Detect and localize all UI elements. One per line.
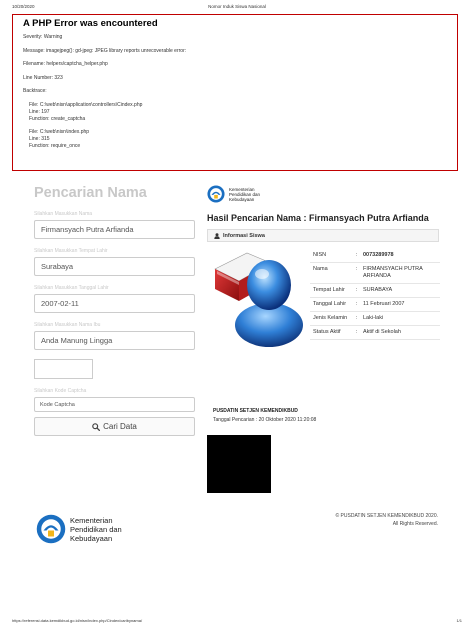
info-key: Tanggal Lahir (313, 301, 347, 307)
info-colon: : (355, 252, 358, 258)
info-value: Laki-laki (363, 315, 384, 321)
info-value: 0073289978 (363, 252, 394, 258)
birthplace-input[interactable]: Surabaya (34, 257, 195, 276)
search-icon (92, 423, 100, 431)
trace2-line: Line: 315 (29, 136, 50, 142)
trace2-file: File: C:\web\nisn\index.php (29, 129, 90, 135)
footer-logo (36, 514, 122, 544)
info-key: Jenis Kelamin (313, 315, 348, 321)
print-date: 10/20/2020 (12, 4, 35, 9)
student-avatar (209, 247, 311, 347)
info-row-tempat-lahir (310, 284, 440, 298)
info-header-label: Informasi Siswa (223, 232, 265, 239)
info-key: Nama (313, 266, 328, 272)
trace1-function: Function: create_captcha (29, 115, 86, 122)
info-colon: : (355, 329, 358, 335)
result-org: PUSDATIN SETJEN KEMENDIKBUD (213, 408, 298, 414)
user-icon (214, 233, 220, 239)
birthdate-label: Silahkan Masukkan Tanggal Lahir (34, 285, 109, 291)
birthplace-label: Silahkan Masukkan Tempat Lahir (34, 248, 108, 254)
trace1-line: Line: 197 (29, 108, 50, 115)
mother-name-label: Silahkan Masukkan Nama Ibu (34, 322, 101, 328)
trace2-function: Function: require_once (29, 143, 81, 149)
tut-wuri-handayani-logo-icon (36, 514, 66, 544)
info-row-status-aktif (310, 326, 440, 340)
footer-logo-line-1: Kementerian (70, 515, 113, 525)
captcha-input[interactable]: Kode Captcha (34, 397, 195, 412)
php-error-box (12, 14, 458, 171)
tut-wuri-handayani-logo-icon (207, 185, 225, 203)
student-avatar-icon (209, 247, 311, 347)
captcha-image (34, 359, 93, 379)
info-table (310, 249, 440, 340)
info-value: 11 Februari 2007 (363, 301, 405, 307)
print-footer (12, 618, 462, 626)
info-key: Status Aktif (313, 329, 341, 335)
kemdikbud-logo (207, 185, 447, 203)
copyright-text: © PUSDATIN SETJEN KEMENDIKBUD 2020. (335, 513, 438, 519)
logo-line-2: Pendidikan dan (229, 191, 261, 197)
info-row-jenis-kelamin (310, 312, 440, 326)
info-value: SURABAYA (363, 287, 393, 293)
print-page-number: 1/1 (456, 618, 462, 623)
info-colon: : (355, 287, 358, 293)
captcha-label: Silahkan Kode Captcha (34, 388, 87, 394)
info-row-nama (310, 263, 440, 284)
error-severity: Severity: Warning (23, 34, 63, 40)
info-row-nisn (310, 249, 440, 263)
result-footer (213, 408, 316, 423)
logo-line-3: Kebudayaan (229, 196, 255, 202)
result-search-date: Tanggal Pencarian : 20 Oktober 2020 11:20:08 (213, 417, 317, 423)
info-header (207, 229, 439, 242)
search-form (34, 185, 196, 436)
name-label: Silahkan Masukkan Nama (34, 211, 93, 217)
redacted-block (207, 435, 271, 493)
logo-line-1: Kementerian (229, 186, 255, 192)
info-colon: : (355, 301, 358, 307)
mother-name-input[interactable]: Anda Manung Lingga (34, 331, 195, 350)
footer-logo-line-2: Pendidikan dan (70, 524, 122, 534)
birthdate-input[interactable]: 2007-02-11 (34, 294, 195, 313)
error-line-number: Line Number: 323 (23, 74, 63, 81)
footer-logo-line-3: Kebudayaan (70, 533, 113, 543)
info-value: FIRMANSYACH PUTRA ARFIANDA (363, 266, 423, 279)
info-row-tanggal-lahir (310, 298, 440, 312)
error-filename: Filename: helpers/captcha_helper.php (23, 61, 108, 67)
info-key: Tempat Lahir (313, 287, 345, 293)
footer-copyright (335, 512, 438, 528)
info-value: Aktif di Sekolah (363, 329, 401, 335)
search-button[interactable] (34, 417, 195, 436)
info-colon: : (355, 266, 358, 272)
error-backtrace-label: Backtrace: (23, 88, 47, 94)
info-key: NISN (313, 252, 327, 258)
search-title: Pencarian Nama (34, 185, 147, 201)
print-header (12, 4, 462, 14)
error-message: Message: imagejpeg(): gd-jpeg: JPEG library reports unrecoverable error: (23, 47, 187, 54)
rights-text: All Rights Reserved. (392, 521, 438, 527)
print-title: Nomor Induk Siswa Nasional (208, 4, 266, 9)
name-input[interactable]: Firmansyach Putra Arfianda (34, 220, 195, 239)
php-error-title: A PHP Error was encountered (23, 18, 158, 29)
info-colon: : (355, 315, 358, 321)
result-panel (207, 185, 447, 397)
trace1-file: File: C:\web\nisn\application\controllers\Cindex.php (29, 101, 143, 108)
print-url: https://referensi.data.kemdikbud.go.id/nisn/index.php/Cindex/caribynama/ (12, 618, 143, 623)
search-button-label: Cari Data (103, 422, 137, 431)
result-title: Hasil Pencarian Nama : Firmansyach Putra Arfianda (207, 213, 429, 223)
